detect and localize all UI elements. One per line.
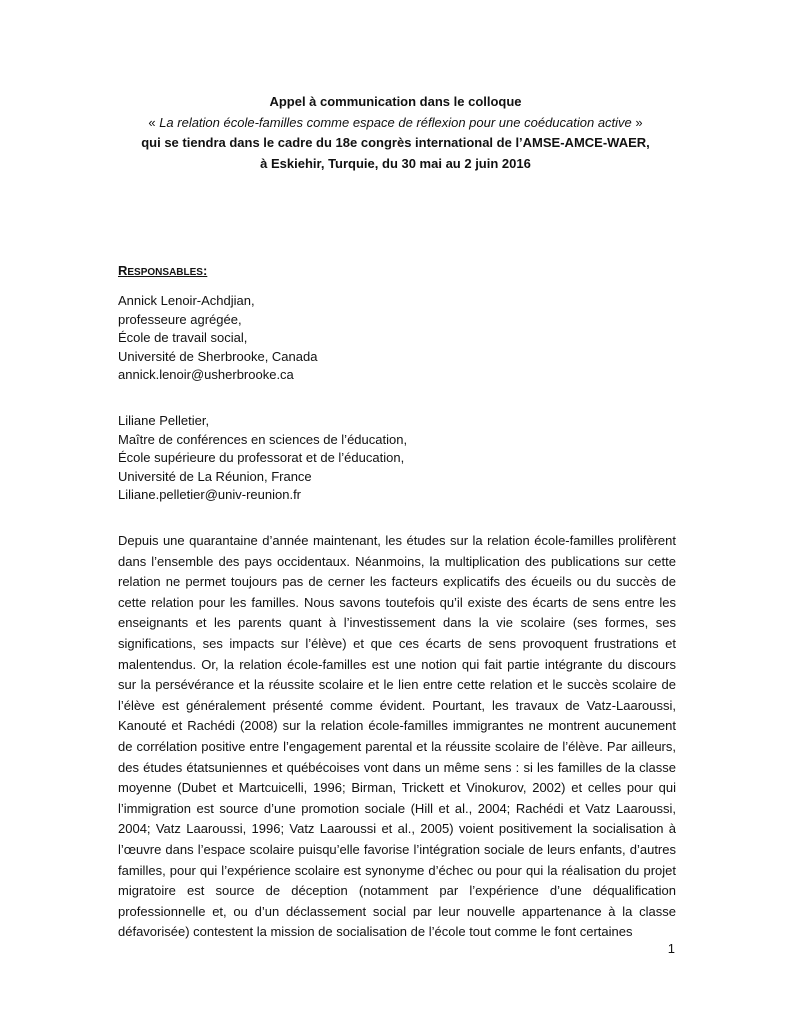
contact-block-2 — [118, 412, 407, 505]
colloquium-title: La relation école-familles comme espace de réflexion pour une coéducation active — [159, 114, 632, 130]
contact-title: Maître de conférences en sciences de l’éducation, — [118, 431, 408, 447]
page-number: 1 — [667, 941, 675, 956]
contact-email: annick.lenoir@usherbrooke.ca — [118, 367, 294, 383]
close-guillemet: » — [631, 114, 643, 130]
header-line-4: à Eskiehir, Turquie, du 30 mai au 2 juin 2016 — [260, 155, 531, 171]
contact-department: École supérieure du professorat et de l’éducation, — [118, 450, 405, 466]
contact-department: École de travail social, — [118, 330, 248, 346]
header-line-2 — [0, 113, 791, 134]
responsables-heading — [118, 262, 207, 282]
contact-university: Université de Sherbrooke, Canada — [118, 348, 318, 364]
header-line-3: qui se tiendra dans le cadre du 18e congrès international de l’AMSE-AMCE-WAER, — [141, 135, 650, 150]
header-line-1: Appel à communication dans le colloque — [269, 94, 522, 109]
body-paragraph: Depuis une quarantaine d’année maintenant, les études sur la relation école-familles prolifèrent dans l’ensemble des pays occidentaux. Néanmoins, la multiplication des publications sur cette relation ne permet toujours pas de cerner les facteurs explicatifs des écueils ou du succès de cette relation pour les familles. Nous savons toutefois qu’il existe des écarts de sens entre les enseignants et les parents quant à l’investissement dans la vie scolaire (ses formes, ses significations, ses impacts sur l’élève) et que ces écarts de sens provoquent frustrations et malentendus. Or, la relation école-familles est une notion qui fait partie intégrante du discours sur la persévérance et la réussite scolaire et le lien entre cette relation et le succès scolaire de l’élève est généralement présenté comme évident. Pourtant, les travaux de Vatz-Laaroussi, Kanouté et Rachédi (2008) sur la relation école-familles immigrantes ne montrent aucunement de corrélation positive entre l’engagement parental et la réussite scolaire de l’élève. Par ailleurs, des études étatsuniennes et québécoises vont dans un même sens : si les familles de la classe moyenne (Dubet et Martcuicelli, 1996; Birman, Trickett et Vinokurov, 2002) et celles pour qui l’immigration est source d’une promotion sociale (Hill et al., 2004; Rachédi et Vatz Laaroussi, 2004; Vatz Laaroussi, 1996; Vatz Laaroussi et al., 2005) voient positivement la socialisation à l’œuvre dans l’espace scolaire puisqu’elle favorise l’intégration sociale de leurs enfants, d’autres familles, pour qui l’expérience scolaire est synonyme d’échec ou pour qui la réalisation du projet migratoire est source de déception (notamment par l’expérience d’une déqualification professionnelle et, ou d’un déclassement social par leur nouvelle appartenance à la classe défavorisée) contestent la mission de socialisation de l’école tout comme le font certaines — [118, 533, 676, 940]
contact-title: professeure agrégée, — [118, 311, 242, 327]
contact-email: Liliane.pelletier@univ-reunion.fr — [118, 487, 302, 503]
body-text — [118, 531, 676, 943]
contact-name: Annick Lenoir-Achdjian, — [118, 293, 255, 308]
responsables-heading-initial: R — [118, 263, 128, 278]
open-guillemet: « — [148, 114, 160, 130]
contact-name: Liliane Pelletier, — [118, 413, 210, 428]
document-header — [0, 92, 791, 174]
responsables-heading-rest: ESPONSABLES — [127, 267, 203, 278]
responsables-heading-colon: : — [202, 263, 208, 278]
contact-university: Université de La Réunion, France — [118, 468, 312, 484]
contact-block-1 — [118, 292, 317, 385]
